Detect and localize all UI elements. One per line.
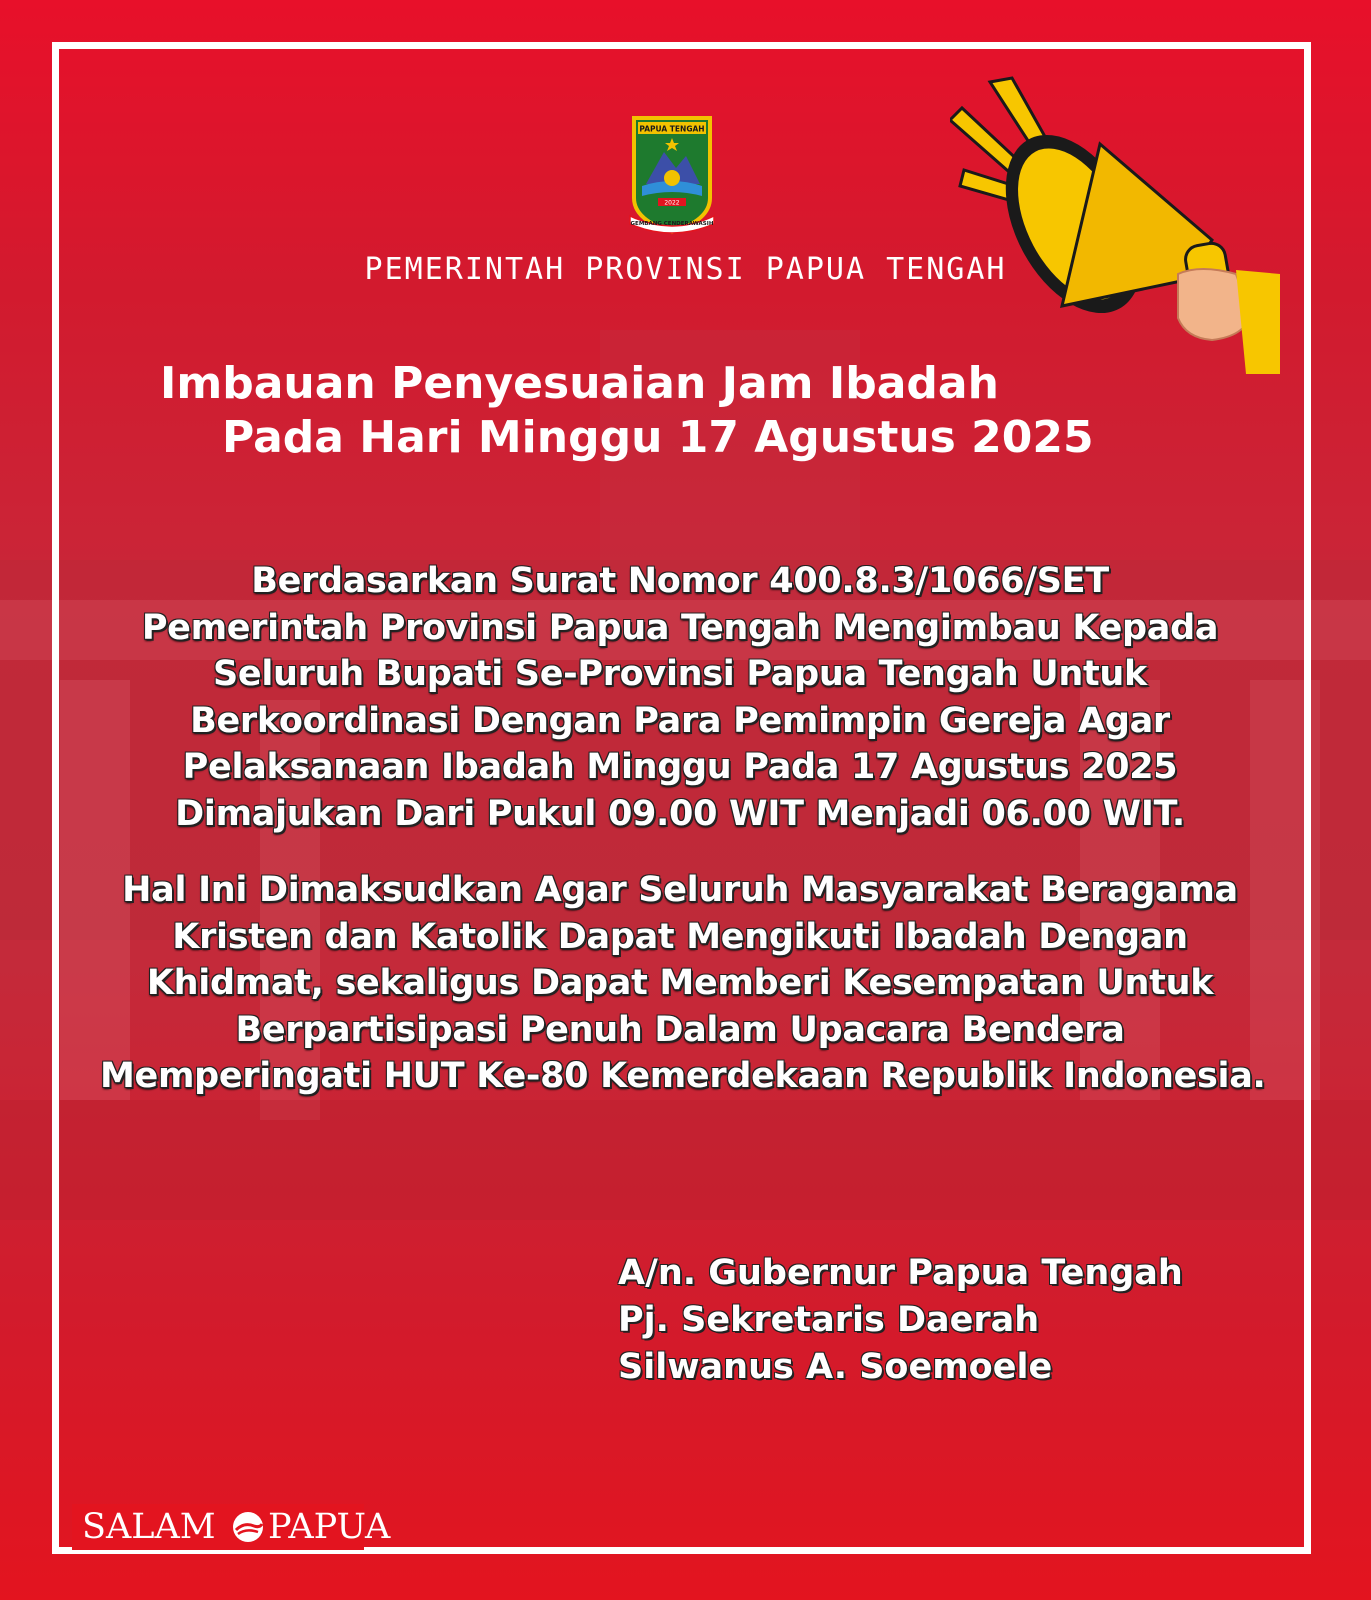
- paragraph-1-line: Berkoordinasi Dengan Para Pemimpin Gereja Agar: [190, 700, 1170, 741]
- brand-word-papua: PAPUA: [268, 1507, 391, 1547]
- emblem-bottom-text: GEMBANG CENDERAWASIH: [630, 221, 714, 227]
- paragraph-1-line: Seluruh Bupati Se-Provinsi Papua Tengah Untuk: [212, 654, 1147, 694]
- brand-word-salam: SALAM: [82, 1507, 216, 1547]
- salam-papua-brand: [72, 1504, 391, 1550]
- signature-on-behalf: A/n. Gubernur Papua Tengah: [618, 1253, 1183, 1293]
- paragraph-1-line: Pelaksanaan Ibadah Minggu Pada 17 Agustus 2025: [182, 747, 1178, 787]
- organization-name: PEMERINTAH PROVINSI PAPUA TENGAH: [364, 252, 1007, 287]
- paragraph-2-line: Memperingati HUT Ke-80 Kemerdekaan Republik Indonesia.: [100, 1056, 1266, 1096]
- paragraph-1: [100, 558, 1260, 837]
- title-line-2: Pada Hari Minggu 17 Agustus 2025: [222, 412, 1094, 463]
- brand-hand-logo: [230, 1510, 266, 1544]
- signature-name: Silwanus A. Soemoele: [618, 1347, 1053, 1387]
- paragraph-2: [100, 867, 1266, 1100]
- paragraph-1-line: Pemerintah Provinsi Papua Tengah Mengimbau Kepada: [141, 607, 1219, 648]
- emblem-top-text: PAPUA TENGAH: [639, 124, 705, 134]
- emblem-year-text: 2022: [664, 199, 680, 207]
- papua-tengah-emblem: [628, 112, 716, 236]
- paragraph-2-line: Kristen dan Katolik Dapat Mengikuti Ibadah Dengan: [172, 916, 1188, 957]
- paragraph-1-line: Berdasarkan Surat Nomor 400.8.3/1066/SET: [251, 561, 1109, 601]
- paragraph-2-line: Berpartisipasi Penuh Dalam Upacara Bendera: [235, 1009, 1125, 1050]
- megaphone-icon: [950, 74, 1280, 404]
- paragraph-2-line: Hal Ini Dimaksudkan Agar Seluruh Masyarakat Beragama: [122, 870, 1238, 910]
- signature-block: [618, 1250, 1183, 1391]
- paragraph-2-line: Khidmat, sekaligus Dapat Memberi Kesempatan Untuk: [146, 963, 1214, 1003]
- title-line-1: Imbauan Penyesuaian Jam Ibadah: [160, 358, 999, 409]
- paragraph-1-line: Dimajukan Dari Pukul 09.00 WIT Menjadi 06.00 WIT.: [175, 793, 1185, 834]
- signature-position: Pj. Sekretaris Daerah: [618, 1300, 1040, 1340]
